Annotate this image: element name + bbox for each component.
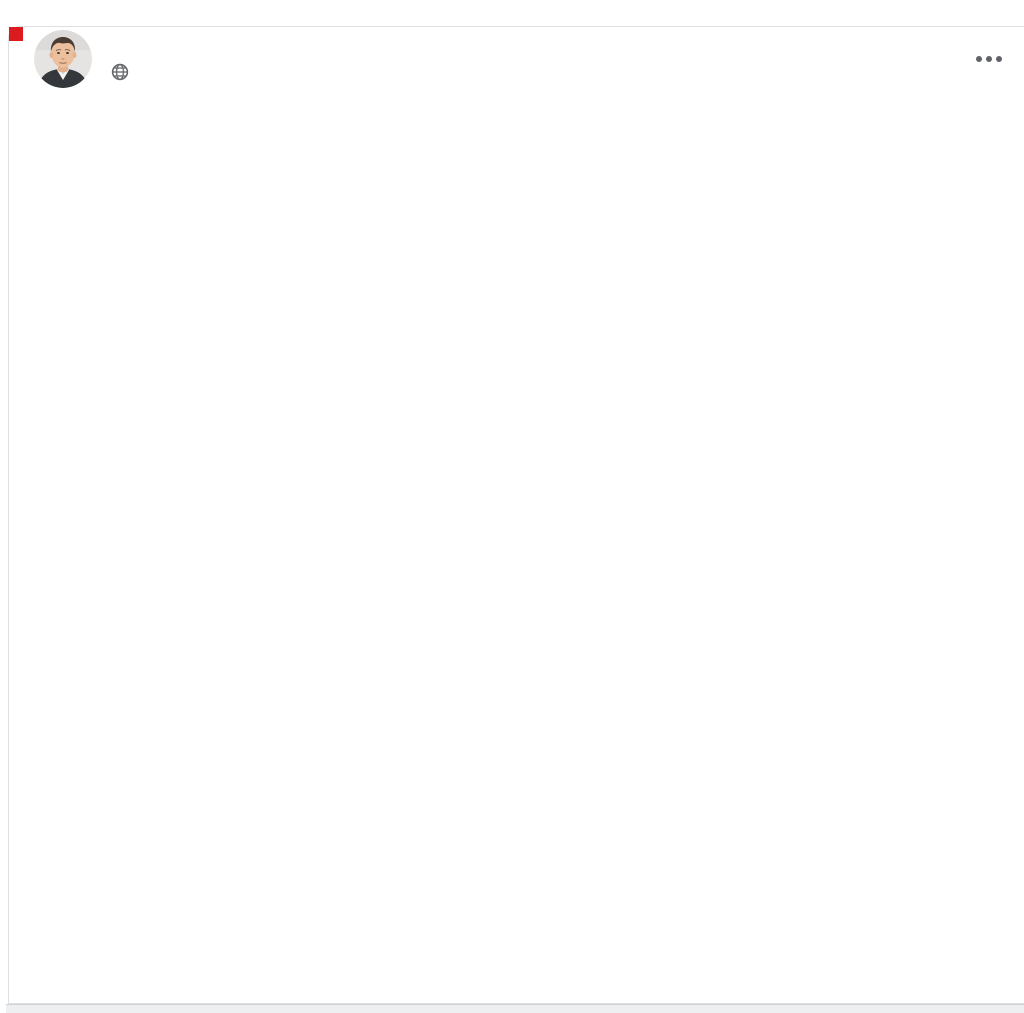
bottom-divider [6,1004,1024,1013]
post-header [9,27,1024,97]
ellipsis-icon [976,56,982,62]
avatar[interactable] [34,30,92,88]
post-meta [101,60,129,82]
post-options-button[interactable] [967,45,1011,73]
post-card [8,26,1024,1004]
avatar-photo [34,30,92,88]
globe-icon [111,63,129,81]
